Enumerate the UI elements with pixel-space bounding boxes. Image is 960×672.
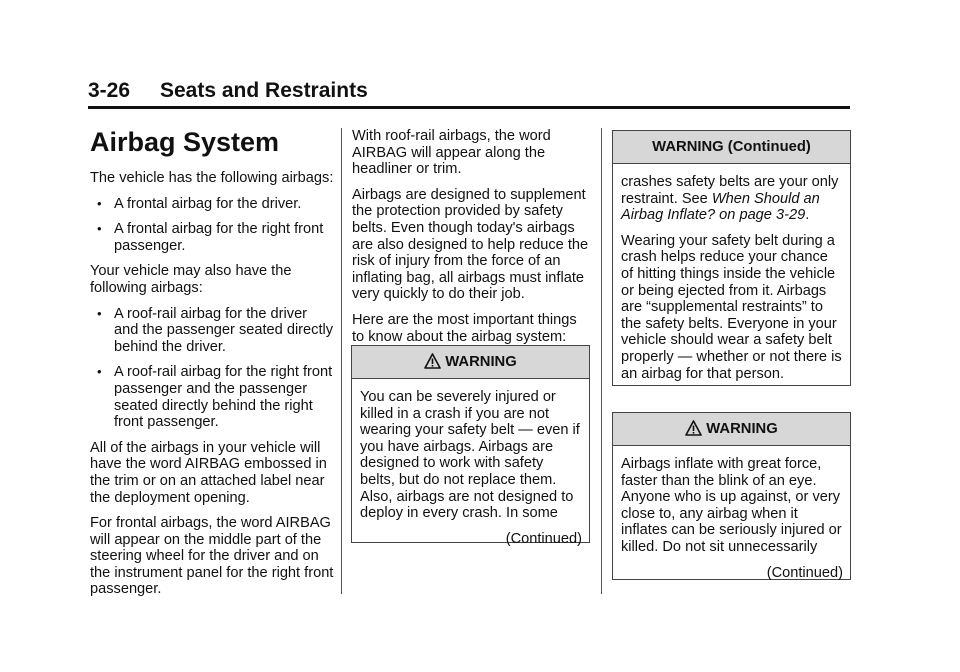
warning-header	[613, 131, 850, 164]
warning-triangle-icon	[424, 353, 441, 369]
bullet-icon: •	[97, 195, 102, 211]
warning-box	[612, 412, 851, 580]
intro-text: The vehicle has the following airbags:	[90, 170, 334, 186]
paragraph: For frontal airbags, the word AIRBAG will appear on the middle part of the steering wheel for the driver and on the instrument panel for the right front passenger.	[90, 515, 334, 598]
intro-text-2: Your vehicle may also have the following airbags:	[90, 263, 292, 296]
section-title: Seats and Restraints	[160, 79, 368, 102]
column-1	[90, 128, 334, 607]
warning-title: WARNING	[445, 354, 517, 370]
column-divider	[601, 128, 602, 594]
continued-label: (Continued)	[505, 530, 582, 547]
warning-text: Wearing your safety belt during a crash helps reduce your chance of hitting things inside the vehicle or being ejected from it. Airbags are “supplemental restraints” to the safety belts. Everyone in your vehicle should wear a safety belt properly — whether or not there is an airbag for that person.	[621, 232, 842, 382]
bullet-icon: •	[97, 364, 102, 380]
paragraph: With roof-rail airbags, the word AIRBAG will appear along the headliner or trim.	[352, 128, 551, 178]
warning-header	[613, 413, 850, 446]
bullet-icon: •	[97, 305, 102, 321]
list-item: • A frontal airbag for the driver.	[97, 195, 302, 212]
page-number: 3-26	[88, 79, 131, 102]
warning-body	[613, 446, 850, 596]
warning-text: crashes safety belts are your only restraint. See When Should an Airbag Inflate? on page 3-29.	[621, 174, 839, 224]
page-title: Airbag System	[90, 127, 280, 157]
column-2	[352, 128, 592, 354]
warning-text: Airbags inflate with great force, faster than the blink of an eye. Anyone who is up against, or very close to, any airbag when it inflates can be seriously injured or killed. Do not sit unnecessarily	[621, 456, 842, 555]
paragraph: Airbags are designed to supplement the protection provided by safety belts. Even though today's airbags are also designed to help reduce the risk of injury from the force of an inflating bag, all airbags must inflate very quickly to do their job.	[352, 186, 589, 303]
warning-header	[352, 346, 589, 379]
warning-triangle-icon	[685, 420, 702, 436]
warning-text: You can be severely injured or killed in a crash if you are not wearing your safety belt — even if you have airbags. Airbags are designed to work with safety belts, but do not replace them. Also, airbags are not designed to deploy in every crash. In some	[360, 389, 580, 522]
warning-box-continued	[612, 130, 851, 386]
list-item: • A frontal airbag for the right front passenger.	[97, 221, 324, 254]
paragraph: All of the airbags in your vehicle will have the word AIRBAG embossed in the trim or on an attached label near the deployment opening.	[90, 439, 327, 506]
warning-box	[351, 345, 590, 547]
warning-body	[352, 379, 589, 562]
continued-label: (Continued)	[766, 564, 843, 581]
paragraph: Here are the most important things to know about the airbag system:	[352, 311, 577, 345]
page-header	[88, 80, 850, 109]
list-item: • A roof-rail airbag for the right front passenger and the passenger seated directly behind the right front passenger.	[97, 364, 333, 431]
bullet-icon: •	[97, 221, 102, 237]
warning-title: WARNING (Continued)	[652, 139, 811, 155]
cross-reference-link[interactable]: When Should an Airbag Inflate? on page 3-29	[621, 190, 820, 224]
warning-title: WARNING	[706, 421, 778, 437]
column-divider	[341, 128, 342, 594]
warning-body	[613, 164, 850, 397]
list-item: • A roof-rail airbag for the driver and the passenger seated directly behind the driver.	[97, 305, 334, 355]
